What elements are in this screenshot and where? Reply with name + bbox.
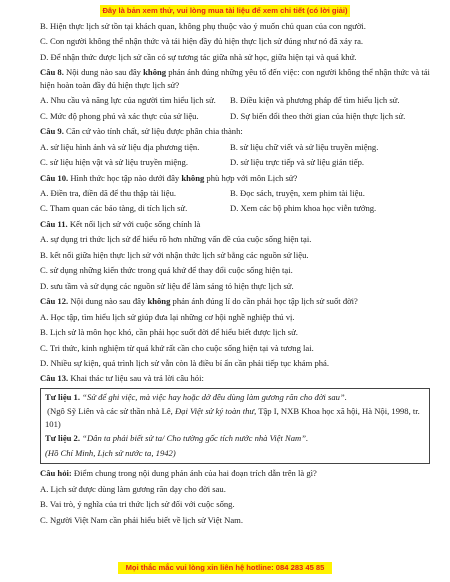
option-c: C. Tham quan các bảo tàng, di tích lịch sử. (40, 203, 188, 214)
question-text (40, 172, 430, 184)
option-c: C. Con người không thể nhận thức và tái hiện đầy đủ hiện thực lịch sử đúng như nó đã xảy ra. (40, 36, 364, 47)
option-d: D. sử liệu trực tiếp và sử liệu gián tiếp. (230, 157, 365, 168)
option-c: C. sử liệu hiện vật và sử liệu truyền miệng. (40, 157, 188, 168)
option-d: D. Để nhận thức được lịch sử cần có sự tương tác giữa nhà sử học, giữa hiện tại và quá khứ. (40, 51, 357, 62)
option-b: B. sử liệu chữ viết và sử liệu truyền miệng. (230, 141, 379, 152)
question-number: Câu 11. (40, 218, 68, 229)
question-number: Câu 8. (40, 67, 64, 78)
document-content (40, 20, 430, 529)
document-1-label: Tư liệu 1. (45, 391, 81, 402)
question-7-options (40, 20, 430, 63)
question-10 (40, 172, 430, 215)
question-number: Câu 13. (40, 373, 69, 384)
option-a: A. sử liệu hình ảnh và sử liệu địa phương tiện. (40, 141, 200, 152)
question-12 (40, 295, 430, 369)
question-number: Câu 12. (40, 296, 69, 307)
question-text-part: Nội dung nào sau đây (68, 296, 148, 307)
document-2-text: “Dân ta phải biết sử ta/ Cho tường gốc tích nước nhà Việt Nam”. (80, 433, 309, 444)
source-text: 1942) (153, 447, 176, 458)
question-text-part: Nội dung nào sau đây (63, 67, 144, 78)
option-d: D. Sự biến đổi theo thời gian của hiện thực lịch sử. (230, 110, 406, 121)
option-d: D. Nhiều sự kiện, quá trình lịch sử vẫn còn là điều bí ẩn cần phải tiếp tục khám phá. (40, 357, 330, 368)
option-b: B. Lịch sử là môn học khó, cần phải học suốt đời để hiểu biết được lịch sử. (40, 327, 298, 338)
option-c: C. Người Việt Nam cần phải hiểu biết về lịch sử Việt Nam. (40, 514, 243, 525)
question-text-part: Khai thác tư liệu sau và trả lời câu hỏi: (68, 373, 204, 384)
question-text-part: phản ánh đúng những yêu tố đến việc: con người không thể nhận thức và tái hiện hoàn toàn đầy đủ hiện thực lịch sử? (40, 67, 430, 90)
question-text (40, 125, 430, 137)
option-a: A. sự dụng tri thức lịch sử để hiểu rõ hơn những vấn đề của cuộc sống hiện tại. (40, 234, 312, 245)
option-c: C. Mức độ phong phú và xác thực của sử liệu. (40, 110, 199, 121)
option-b: B. Điều kiện và phương pháp để tìm hiểu lịch sử. (230, 95, 400, 106)
question-11 (40, 218, 430, 292)
source-documents-box (40, 388, 430, 464)
question-text (40, 372, 430, 384)
question-number: Câu 9. (40, 126, 64, 137)
document-2-source (45, 447, 425, 459)
sub-question-part: Điểm chung trong nội dung phản ánh của hai đoạn trích dẫn trên là gì? (71, 468, 317, 479)
question-text (40, 295, 430, 307)
question-text (40, 66, 430, 91)
question-text-part: Căn cứ vào tính chất, sử liệu được phân chia thành: (63, 126, 243, 137)
options-grid (40, 187, 430, 215)
source-book-title: Lịch sử nước ta, (97, 447, 154, 458)
question-13 (40, 372, 430, 526)
option-a: A. Học tập, tìm hiểu lịch sử giúp đưa lại những cơ hội nghề nghiệp thú vị. (40, 311, 295, 322)
document-2-quote (45, 432, 425, 444)
option-a: A. Điền tra, điền dã để thu thập tài liệu. (40, 187, 177, 198)
option-a: A. Lịch sử được dùng làm gương răn dạy cho đời sau. (40, 483, 226, 494)
option-d: D. Xem các bộ phim khoa học viễn tưởng. (230, 203, 377, 214)
sub-question-label: Câu hỏi: (40, 468, 72, 479)
keyword-khong: không (147, 296, 171, 307)
option-b: B. Đọc sách, truyện, xem phim tài liệu. (230, 187, 365, 198)
document-1-quote (45, 391, 425, 403)
question-9 (40, 125, 430, 168)
option-b: B. kết nối giữa hiện thực lịch sử với nhận thức lịch sử bằng các nguồn sử liệu. (40, 249, 309, 260)
hotline-footer: Mọi thắc mắc vui lòng xin liên hệ hotline: 084 283 45 85 (118, 562, 332, 574)
preview-banner: Đây là bản xem thử, vui lòng mua tài liệu để xem chi tiết (có lời giải) (100, 5, 350, 17)
document-2-label: Tư liệu 2. (45, 433, 81, 444)
option-b: B. Vai trò, ý nghĩa của tri thức lịch sử đối với cuộc sống. (40, 499, 235, 510)
question-number: Câu 10. (40, 172, 69, 183)
question-text-part: Hình thức học tập nào dưới đây (68, 172, 182, 183)
source-book-title: Đại Việt sử ký toàn thư, (174, 406, 257, 417)
options-grid (40, 94, 430, 122)
document-1-source (45, 405, 425, 430)
source-text: (Ngô Sỹ Liên và các sử thần nhà Lê, (47, 406, 175, 417)
question-text-part: Kết nối lịch sử với cuộc sống chính là (67, 218, 201, 229)
sub-question-text (40, 467, 430, 479)
source-text: (Hồ Chí Minh, (45, 447, 98, 458)
keyword-khong: không (143, 67, 167, 78)
question-text-part: phù hợp với môn Lịch sử? (204, 172, 298, 183)
options-grid (40, 141, 430, 169)
option-d: D. sưu tầm và sử dụng các nguồn sử liệu để làm sáng tỏ hiện thực lịch sử. (40, 280, 294, 291)
option-c: C. Tri thức, kinh nghiệm từ quá khứ rất cần cho cuộc sống hiện tại và tương lai. (40, 342, 314, 353)
source-text: Tập I, NXB Khoa học xã hội, Hà Nội, 1998, tr. 101) (45, 406, 420, 429)
option-b: B. Hiện thực lịch sử tồn tại khách quan, không phụ thuộc vào ý muốn chủ quan của con người. (40, 21, 366, 31)
option-c: C. sử dụng những kiến thức trong quá khứ để thay đổi cuộc sống hiện tại. (40, 265, 293, 276)
option-a: A. Nhu cầu và năng lực của người tìm hiểu lịch sử. (40, 95, 216, 106)
question-8 (40, 66, 430, 122)
question-text-part: phản ánh đúng lí do cần phải học tập lịch sử suốt đời? (170, 296, 358, 307)
document-1-text: “Sử để ghi việc, mà việc hay hoặc dở đều dùng làm gương răn cho đời sau”. (80, 391, 347, 402)
keyword-khong: không (181, 172, 205, 183)
question-text (40, 218, 430, 230)
